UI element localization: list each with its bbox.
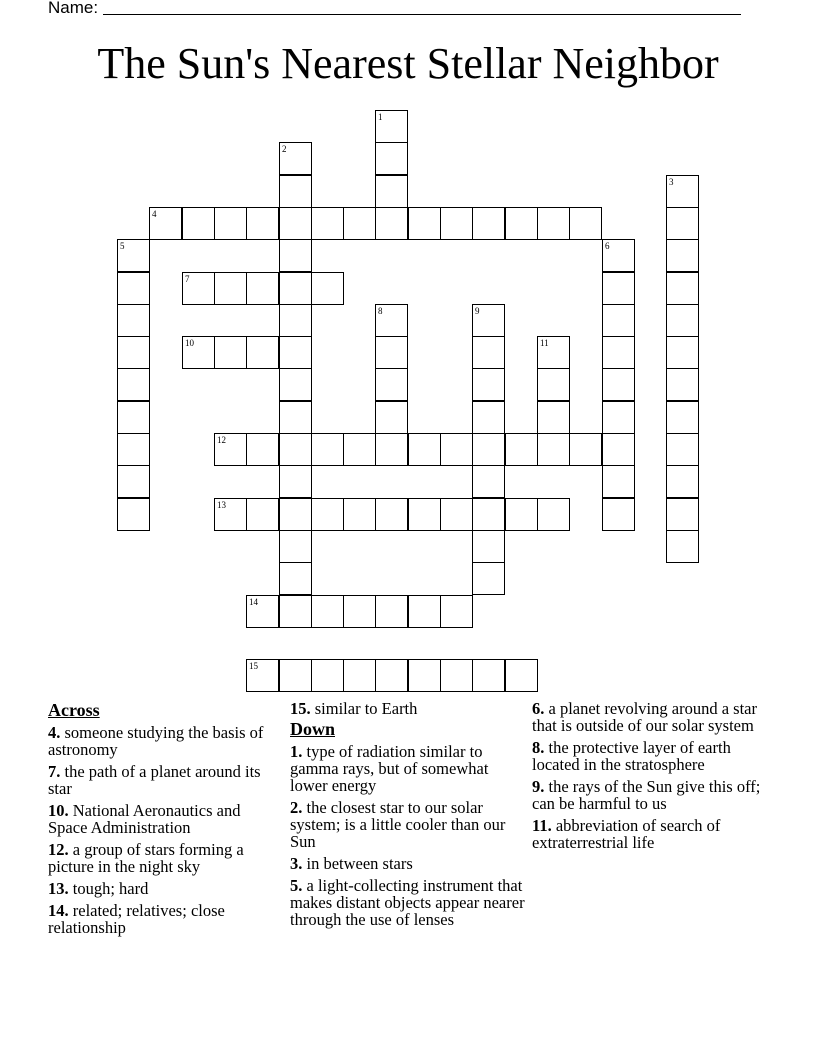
grid-cell[interactable] bbox=[117, 239, 150, 272]
clue-number: 8 bbox=[378, 306, 383, 316]
grid-cell[interactable] bbox=[408, 595, 441, 628]
grid-cell[interactable] bbox=[472, 562, 505, 595]
grid-cell[interactable] bbox=[408, 207, 441, 240]
clue-down-1: 1. type of radiation similar to gamma rays, but of somewhat lower energy bbox=[290, 742, 489, 795]
grid-cell[interactable] bbox=[472, 336, 505, 369]
grid-cell[interactable] bbox=[472, 498, 505, 531]
clue-number: 6 bbox=[605, 241, 610, 251]
grid-cell[interactable] bbox=[472, 530, 505, 563]
name-label: Name: bbox=[48, 0, 99, 17]
grid-cell[interactable] bbox=[472, 368, 505, 401]
grid-cell[interactable] bbox=[117, 368, 150, 401]
grid-cell[interactable] bbox=[117, 465, 150, 498]
grid-cell[interactable] bbox=[117, 272, 150, 305]
grid-cell[interactable] bbox=[149, 207, 182, 240]
clue-number: 14 bbox=[249, 597, 258, 607]
grid-cell[interactable] bbox=[505, 207, 538, 240]
grid-cell[interactable] bbox=[246, 595, 279, 628]
grid-cell[interactable] bbox=[117, 433, 150, 466]
clue-number: 10 bbox=[185, 338, 194, 348]
grid-cell[interactable] bbox=[375, 595, 408, 628]
grid-cell[interactable] bbox=[311, 433, 344, 466]
grid-cell[interactable] bbox=[602, 336, 635, 369]
clue-number: 15 bbox=[249, 661, 258, 671]
down-heading: Down bbox=[290, 719, 336, 739]
grid-cell[interactable] bbox=[440, 207, 473, 240]
grid-cell[interactable] bbox=[246, 207, 279, 240]
grid-cell[interactable] bbox=[117, 336, 150, 369]
grid-cell[interactable] bbox=[343, 207, 376, 240]
grid-cell[interactable] bbox=[666, 207, 699, 240]
clue-across-4: 4. someone studying the basis of astronomy bbox=[48, 723, 264, 759]
clue-across-10: 10. National Aeronautics and Space Administration bbox=[48, 801, 241, 837]
grid-cell[interactable] bbox=[602, 498, 635, 531]
grid-cell[interactable] bbox=[440, 498, 473, 531]
grid-cell[interactable] bbox=[246, 433, 279, 466]
grid-cell[interactable] bbox=[602, 401, 635, 434]
grid-cell[interactable] bbox=[537, 336, 570, 369]
clue-across-12: 12. a group of stars forming a picture in the night sky bbox=[48, 840, 244, 876]
grid-cell[interactable] bbox=[537, 433, 570, 466]
clue-across-14: 14. related; relatives; close relationship bbox=[48, 901, 225, 937]
grid-cell[interactable] bbox=[214, 207, 247, 240]
clue-across-15: 15. similar to Earth bbox=[290, 699, 418, 718]
grid-cell[interactable] bbox=[279, 465, 312, 498]
clue-down-2: 2. the closest star to our solar system; is a little cooler than our Sun bbox=[290, 798, 506, 851]
grid-cell[interactable] bbox=[472, 465, 505, 498]
grid-cell[interactable] bbox=[375, 368, 408, 401]
grid-cell[interactable] bbox=[375, 175, 408, 208]
page-title: The Sun's Nearest Stellar Neighbor bbox=[97, 39, 719, 88]
grid-cell[interactable] bbox=[375, 304, 408, 337]
grid-cell[interactable] bbox=[279, 239, 312, 272]
grid-cell[interactable] bbox=[311, 272, 344, 305]
clue-number: 7 bbox=[185, 274, 190, 284]
grid-cell[interactable] bbox=[375, 110, 408, 143]
grid-cell[interactable] bbox=[666, 530, 699, 563]
grid-cell[interactable] bbox=[408, 433, 441, 466]
grid-cell[interactable] bbox=[279, 304, 312, 337]
clue-number: 2 bbox=[282, 144, 287, 154]
clues-column-2 bbox=[290, 700, 526, 933]
clue-number: 3 bbox=[669, 177, 674, 187]
grid-cell[interactable] bbox=[311, 659, 344, 692]
grid-cell[interactable] bbox=[214, 498, 247, 531]
grid-cell[interactable] bbox=[117, 498, 150, 531]
grid-cell[interactable] bbox=[440, 595, 473, 628]
clue-across-13: 13. tough; hard bbox=[48, 879, 149, 898]
clues-column-1 bbox=[48, 700, 283, 941]
grid-cell[interactable] bbox=[666, 368, 699, 401]
clue-number: 13 bbox=[217, 500, 226, 510]
grid-cell[interactable] bbox=[440, 433, 473, 466]
grid-cell[interactable] bbox=[246, 498, 279, 531]
grid-cell[interactable] bbox=[537, 498, 570, 531]
grid-cell[interactable] bbox=[602, 304, 635, 337]
grid-cell[interactable] bbox=[472, 304, 505, 337]
grid-cell[interactable] bbox=[602, 465, 635, 498]
clue-across-7: 7. the path of a planet around its star bbox=[48, 762, 261, 798]
grid-cell[interactable] bbox=[666, 498, 699, 531]
grid-cell[interactable] bbox=[472, 659, 505, 692]
grid-cell[interactable] bbox=[182, 272, 215, 305]
grid-cell[interactable] bbox=[182, 336, 215, 369]
grid-cell[interactable] bbox=[343, 595, 376, 628]
grid-cell[interactable] bbox=[214, 433, 247, 466]
grid-cell[interactable] bbox=[279, 142, 312, 175]
grid-cell[interactable] bbox=[666, 239, 699, 272]
grid-cell[interactable] bbox=[279, 401, 312, 434]
grid-cell[interactable] bbox=[311, 595, 344, 628]
grid-cell[interactable] bbox=[375, 207, 408, 240]
grid-cell[interactable] bbox=[472, 401, 505, 434]
grid-cell[interactable] bbox=[279, 272, 312, 305]
grid-cell[interactable] bbox=[666, 304, 699, 337]
grid-cell[interactable] bbox=[666, 401, 699, 434]
grid-cell[interactable] bbox=[375, 659, 408, 692]
grid-cell[interactable] bbox=[246, 336, 279, 369]
grid-cell[interactable] bbox=[246, 659, 279, 692]
grid-cell[interactable] bbox=[311, 498, 344, 531]
grid-cell[interactable] bbox=[279, 433, 312, 466]
grid-cell[interactable] bbox=[408, 659, 441, 692]
grid-cell[interactable] bbox=[214, 272, 247, 305]
grid-cell[interactable] bbox=[375, 142, 408, 175]
clue-number: 9 bbox=[475, 306, 480, 316]
clue-down-11: 11. abbreviation of search of extraterrestrial life bbox=[532, 816, 721, 852]
grid-cell[interactable] bbox=[279, 336, 312, 369]
grid-cell[interactable] bbox=[666, 272, 699, 305]
grid-cell[interactable] bbox=[440, 659, 473, 692]
grid-cell[interactable] bbox=[666, 175, 699, 208]
grid-cell[interactable] bbox=[505, 498, 538, 531]
clue-down-8: 8. the protective layer of earth located in the stratosphere bbox=[532, 738, 731, 774]
grid-cell[interactable] bbox=[279, 175, 312, 208]
grid-cell[interactable] bbox=[505, 433, 538, 466]
grid-cell[interactable] bbox=[343, 659, 376, 692]
clue-number: 11 bbox=[540, 338, 549, 348]
grid-cell[interactable] bbox=[182, 207, 215, 240]
grid-cell[interactable] bbox=[505, 659, 538, 692]
grid-cell[interactable] bbox=[472, 433, 505, 466]
grid-cell[interactable] bbox=[537, 207, 570, 240]
grid-cell[interactable] bbox=[666, 465, 699, 498]
grid-cell[interactable] bbox=[602, 239, 635, 272]
grid-cell[interactable] bbox=[343, 433, 376, 466]
clue-number: 4 bbox=[152, 209, 157, 219]
clues-column-3 bbox=[532, 700, 768, 856]
grid-cell[interactable] bbox=[117, 304, 150, 337]
grid-cell[interactable] bbox=[537, 368, 570, 401]
grid-cell[interactable] bbox=[311, 207, 344, 240]
clue-down-3: 3. in between stars bbox=[290, 854, 413, 873]
clue-down-6: 6. a planet revolving around a star that is outside of our solar system bbox=[532, 699, 757, 735]
grid-cell[interactable] bbox=[602, 368, 635, 401]
grid-cell[interactable] bbox=[472, 207, 505, 240]
grid-cell[interactable] bbox=[569, 207, 602, 240]
grid-cell[interactable] bbox=[375, 498, 408, 531]
grid-cell[interactable] bbox=[666, 433, 699, 466]
grid-cell[interactable] bbox=[279, 207, 312, 240]
across-heading: Across bbox=[48, 700, 100, 720]
clue-down-9: 9. the rays of the Sun give this off; can be harmful to us bbox=[532, 777, 761, 813]
grid-cell[interactable] bbox=[279, 368, 312, 401]
grid-cell[interactable] bbox=[569, 433, 602, 466]
grid-cell[interactable] bbox=[375, 433, 408, 466]
clue-number: 1 bbox=[378, 112, 383, 122]
grid-cell[interactable] bbox=[279, 530, 312, 563]
grid-cell[interactable] bbox=[279, 498, 312, 531]
grid-cell[interactable] bbox=[375, 336, 408, 369]
grid-cell[interactable] bbox=[343, 498, 376, 531]
grid-cell[interactable] bbox=[408, 498, 441, 531]
grid-cell[interactable] bbox=[279, 562, 312, 595]
clue-number: 12 bbox=[217, 435, 226, 445]
grid-cell[interactable] bbox=[666, 336, 699, 369]
grid-cell[interactable] bbox=[279, 595, 312, 628]
grid-cell[interactable] bbox=[375, 401, 408, 434]
clue-number: 5 bbox=[120, 241, 125, 251]
grid-cell[interactable] bbox=[602, 433, 635, 466]
grid-cell[interactable] bbox=[246, 272, 279, 305]
grid-cell[interactable] bbox=[117, 401, 150, 434]
grid-cell[interactable] bbox=[279, 659, 312, 692]
grid-cell[interactable] bbox=[214, 336, 247, 369]
clue-down-5: 5. a light-collecting instrument that makes distant objects appear nearer through the use of lenses bbox=[290, 876, 525, 929]
grid-cell[interactable] bbox=[537, 401, 570, 434]
grid-cell[interactable] bbox=[602, 272, 635, 305]
